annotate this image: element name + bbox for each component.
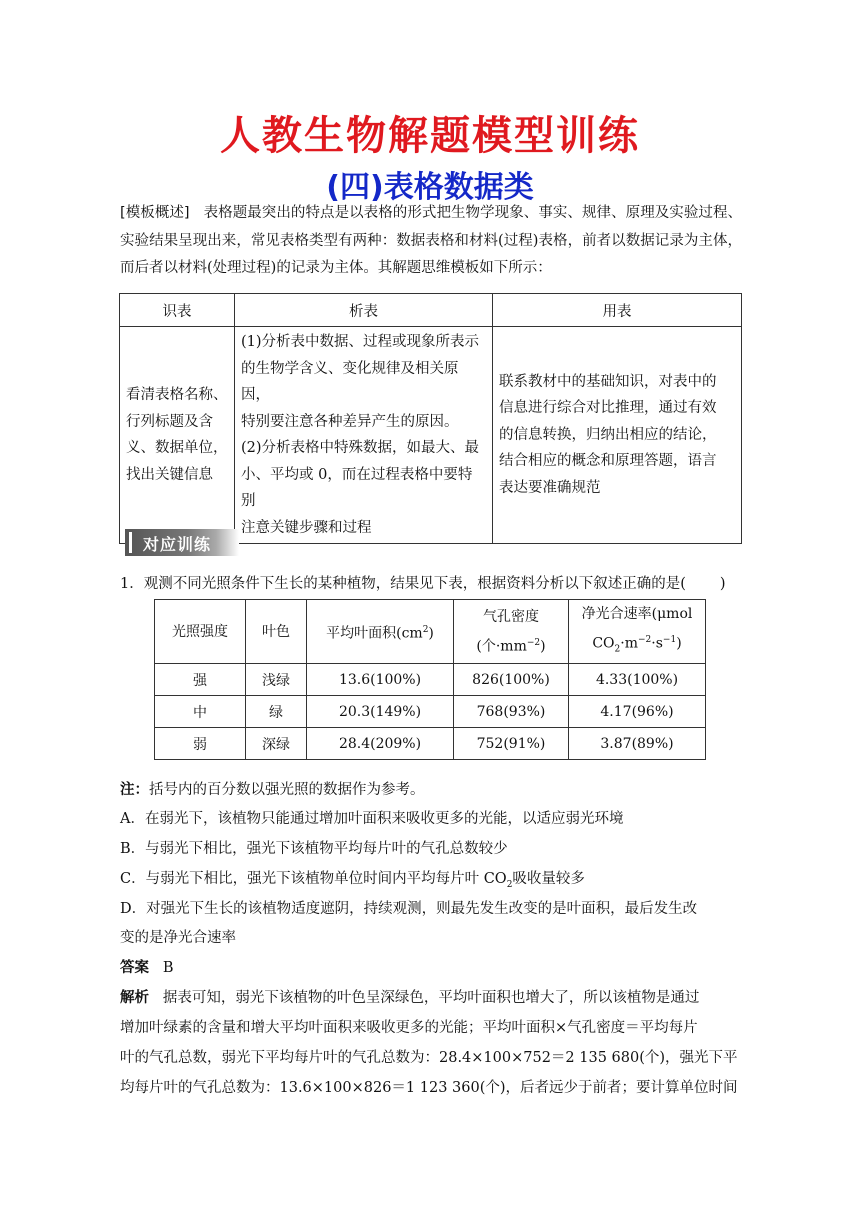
template-line: 表达要准确规范 xyxy=(499,479,601,496)
table-cell: 13.6(100%) xyxy=(307,664,454,696)
template-table-row xyxy=(120,327,742,544)
template-line: 结合相应的概念和原理答题，语言 xyxy=(499,453,717,470)
table-row xyxy=(155,664,706,696)
header-sup: −2 xyxy=(526,637,541,648)
template-line: 的生物学含义、变化规律及相关原因， xyxy=(241,360,459,403)
template-cell-read xyxy=(120,327,235,544)
table-cell: 3.87(89%) xyxy=(569,728,706,760)
table-cell: 28.4(209%) xyxy=(307,728,454,760)
header-leaf-area xyxy=(307,600,454,664)
template-line: 信息进行综合对比推理，通过有效 xyxy=(499,400,717,417)
table-cell: 768(93%) xyxy=(454,696,569,728)
section-banner xyxy=(125,529,239,556)
header-text: ) xyxy=(540,638,546,655)
template-table-header xyxy=(120,294,742,327)
header-sup: −1 xyxy=(662,635,677,645)
template-header-apply: 用表 xyxy=(493,294,742,327)
table-cell: 4.17(96%) xyxy=(569,696,706,728)
answer-line xyxy=(120,956,742,977)
option-a: A．在弱光下，该植物只能通过增加叶面积来吸收更多的光能，以适应弱光环境 xyxy=(120,811,624,827)
template-line: 注意关键步骤和过程 xyxy=(241,519,372,536)
table-cell: 浅绿 xyxy=(246,664,307,696)
template-cell-analyze xyxy=(235,327,493,544)
option-c xyxy=(120,867,742,890)
option-c-text: C．与弱光下相比，强光下该植物单位时间内平均每片叶 CO xyxy=(120,871,507,887)
data-table xyxy=(154,599,706,760)
template-line: 特别要注意各种差异产生的原因。 xyxy=(241,413,459,430)
table-cell: 强 xyxy=(155,664,246,696)
option-d-continued: 变的是净光合速率 xyxy=(120,930,236,946)
answer-label: 答案 xyxy=(120,960,149,976)
table-cell: 深绿 xyxy=(246,728,307,760)
header-text: ) xyxy=(428,625,434,642)
template-header-analyze: 析表 xyxy=(235,294,493,327)
header-text: 净光合速率(μmol xyxy=(581,606,693,622)
analysis-line xyxy=(120,986,742,1007)
template-line: 看清表格名称、 xyxy=(126,387,228,403)
header-leaf-color xyxy=(246,600,307,664)
option-b: B．与弱光下相比，强光下该植物平均每片叶的气孔总数较少 xyxy=(120,841,508,857)
overview-tag: [模板概述] xyxy=(120,205,190,221)
table-note xyxy=(120,778,742,799)
section-banner-label: 对应训练 xyxy=(143,535,212,554)
header-text: 叶色 xyxy=(262,623,290,640)
header-text: CO xyxy=(592,635,615,652)
question-stem xyxy=(120,572,726,593)
overview-text: 表格题最突出的特点是以表格的形式把生物学现象、事实、规律、原理及实验过程、实验结果呈现出来，常见表格类型有两种：数据表格和材料(过程)表格，前者以数据记录为主体，而后者以材料(处理过程)的记录为主体。其解题思维模板如下所示： xyxy=(120,205,743,276)
header-light: 光照强度 xyxy=(155,600,246,664)
header-text: ·m xyxy=(620,635,638,652)
table-row xyxy=(155,696,706,728)
header-unit xyxy=(455,630,567,660)
table-row xyxy=(155,728,706,760)
template-header-read: 识表 xyxy=(120,294,235,327)
analysis-line: 均每片叶的气孔总数为：13.6×100×826＝1 123 360(个)，后者远少于前者；要计算单位时间 xyxy=(120,1080,738,1096)
template-line: (1)分析表中数据、过程或现象所表示 xyxy=(241,334,480,350)
option-c-sub: 2 xyxy=(506,879,513,890)
header-text: 气孔密度 xyxy=(483,608,539,625)
header-text: ) xyxy=(676,635,682,652)
table-cell: 752(91%) xyxy=(454,728,569,760)
note-text: 括号内的百分数以强光照的数据作为参考。 xyxy=(149,782,425,798)
template-line: (2)分析表格中特殊数据，如最大、最 xyxy=(241,440,480,456)
table-cell: 弱 xyxy=(155,728,246,760)
header-photosynthesis xyxy=(569,600,706,664)
option-d: D．对强光下生长的该植物适度遮阴，持续观测，则最先发生改变的是叶面积，最后发生改 xyxy=(120,901,698,917)
analysis-line: 叶的气孔总数，弱光下平均每片叶的气孔总数为：28.4×100×752＝2 135 680(个)，强光下平 xyxy=(120,1050,738,1066)
analysis-line: 增加叶绿素的含量和增大平均叶面积来吸收更多的光能；平均叶面积×气孔密度＝平均每片 xyxy=(120,1020,698,1036)
template-table xyxy=(119,293,742,544)
header-text: ·s xyxy=(651,635,663,652)
banner-accent xyxy=(129,532,132,553)
template-line: 的信息转换，归纳出相应的结论， xyxy=(499,426,717,443)
table-cell: 826(100%) xyxy=(454,664,569,696)
table-cell: 绿 xyxy=(246,696,307,728)
data-table-header xyxy=(155,600,706,664)
note-label: 注： xyxy=(120,782,149,798)
page-title: 人教生物解题模型训练 xyxy=(220,113,640,159)
overview-paragraph xyxy=(120,200,742,283)
template-line: 小、平均或 0，而在过程表格中要特别 xyxy=(241,466,473,509)
header-text: 平均叶面积(cm xyxy=(326,625,423,642)
header-text: (个·mm xyxy=(476,638,527,655)
template-cell-apply xyxy=(493,327,742,544)
header-unit xyxy=(570,627,704,662)
option-c-text: 吸收量较多 xyxy=(512,871,585,887)
header-stomata xyxy=(454,600,569,664)
template-line: 联系教材中的基础知识，对表中的 xyxy=(499,373,717,390)
analysis-text: 据表可知，弱光下该植物的叶色呈深绿色，平均叶面积也增大了，所以该植物是通过 xyxy=(162,990,700,1006)
question-close-paren: ) xyxy=(719,576,726,592)
question-text: 1．观测不同光照条件下生长的某种植物，结果见下表，根据资料分析以下叙述正确的是( xyxy=(120,576,686,592)
table-cell: 中 xyxy=(155,696,246,728)
header-sup: −2 xyxy=(638,635,652,645)
header-sub: 2 xyxy=(614,644,621,655)
page-subtitle: (四)表格数据类 xyxy=(326,170,534,205)
table-cell: 20.3(149%) xyxy=(307,696,454,728)
analysis-label: 解析 xyxy=(120,990,149,1006)
template-line: 义、数据单位， xyxy=(126,440,228,456)
table-cell: 4.33(100%) xyxy=(569,664,706,696)
template-line: 找出关键信息 xyxy=(126,466,213,483)
answer-value: B xyxy=(162,960,174,976)
header-sup: 2 xyxy=(422,624,429,635)
template-line: 行列标题及含 xyxy=(126,413,213,430)
